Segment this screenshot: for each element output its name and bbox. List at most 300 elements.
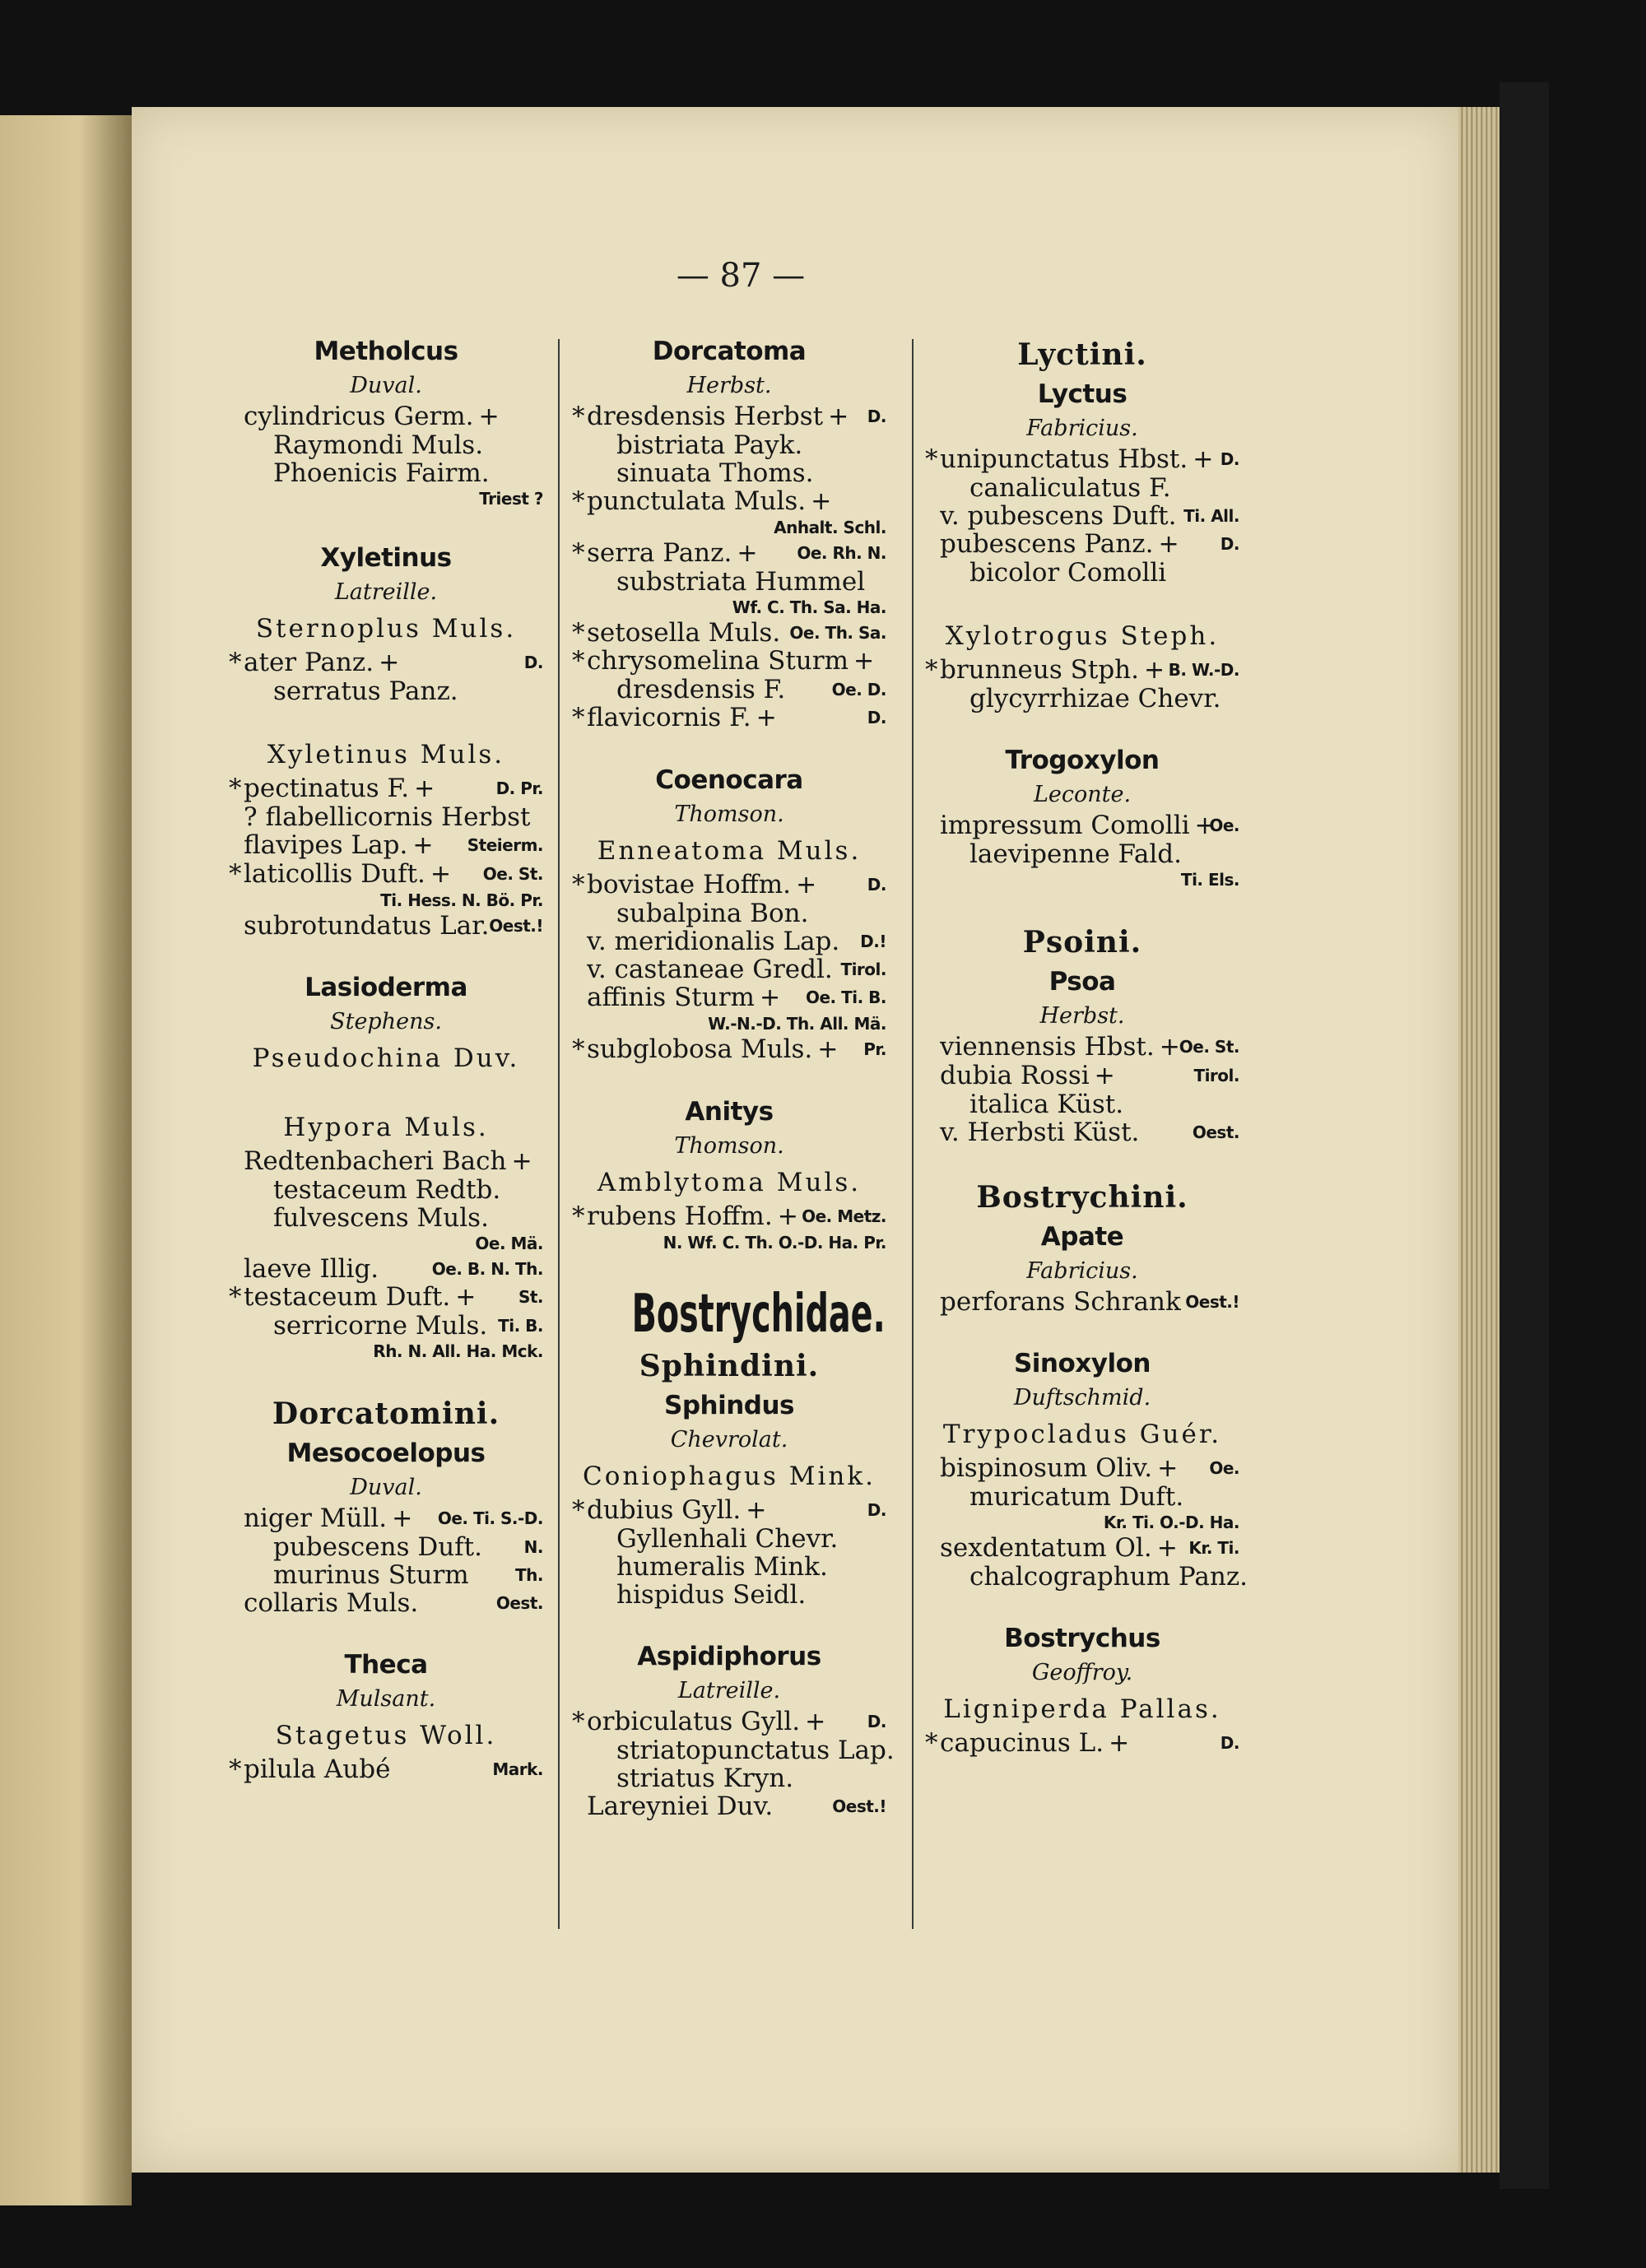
genus-author: Chevrolat. xyxy=(670,1427,788,1452)
tribe-heading: Sphindini. xyxy=(639,1349,820,1383)
species-name: fulvescens Muls. xyxy=(273,1203,489,1233)
distribution: D. xyxy=(867,407,886,426)
distribution: Kr. Ti. xyxy=(1188,1538,1239,1558)
subgenus-heading: Pseudochina Duv. xyxy=(252,1043,520,1073)
native-marker: * xyxy=(925,1728,938,1758)
distribution: Oe. Mä. xyxy=(475,1234,543,1253)
dagger-icon: + xyxy=(1109,1729,1130,1758)
species-name: sexdentatum Ol. xyxy=(940,1533,1152,1563)
species-entry xyxy=(925,656,1239,685)
column-3 xyxy=(925,333,1248,1758)
species-name: capucinus L. xyxy=(940,1728,1104,1758)
species-entry xyxy=(229,1755,543,1783)
species-entry xyxy=(229,1232,543,1255)
dagger-icon: + xyxy=(805,1708,826,1736)
species-name: affinis Sturm xyxy=(587,983,755,1012)
species-entry xyxy=(229,1340,543,1363)
genus-heading: Theca xyxy=(344,1650,428,1680)
dagger-icon: + xyxy=(1144,656,1165,685)
distribution: D. Pr. xyxy=(495,778,543,798)
species-name: hispidus Seidl. xyxy=(616,1580,807,1610)
species-entry xyxy=(925,1090,1239,1118)
distribution: Oe. Ti. S.-D. xyxy=(437,1508,543,1528)
species-name: subalpina Bon. xyxy=(616,899,809,928)
taxon-block xyxy=(925,616,1239,713)
subgenus-heading: Xyletinus Muls. xyxy=(267,740,505,769)
species-name: impressum Comolli xyxy=(940,811,1190,840)
species-name: testaceum Duft. xyxy=(244,1282,451,1312)
genus-author: Thomson. xyxy=(674,1133,784,1159)
distribution: N. Wf. C. Th. O.-D. Ha. Pr. xyxy=(663,1233,886,1253)
species-entry xyxy=(925,1534,1239,1563)
dagger-icon: + xyxy=(511,1147,532,1176)
species-name: bicolor Comolli xyxy=(969,558,1167,588)
native-marker: * xyxy=(229,648,242,677)
subgenus-heading: Amblytoma Muls. xyxy=(597,1168,862,1197)
genus-author: Geoffroy. xyxy=(1031,1660,1133,1685)
taxon-block xyxy=(925,1620,1239,1758)
distribution: Ti. Hess. N. Bö. Pr. xyxy=(380,890,543,910)
taxon-block xyxy=(229,1647,543,1783)
species-name: setosella Muls. xyxy=(587,618,781,648)
species-name: bistriata Payk. xyxy=(616,430,803,460)
dagger-icon: + xyxy=(1157,1454,1179,1483)
genus-author: Fabricius. xyxy=(1026,1258,1138,1284)
dagger-icon: + xyxy=(746,1496,767,1525)
species-entry xyxy=(925,840,1239,868)
species-name: muricatum Duft. xyxy=(969,1482,1184,1512)
species-name: testaceum Redtb. xyxy=(273,1175,501,1205)
species-entry xyxy=(572,539,886,568)
distribution: Oe. D. xyxy=(831,680,886,699)
dagger-icon: + xyxy=(759,983,781,1012)
distribution: D. xyxy=(1220,1733,1239,1753)
species-name: pubescens Duft. xyxy=(273,1532,482,1562)
distribution: Th. xyxy=(515,1565,543,1585)
distribution: Oest. xyxy=(1192,1122,1239,1142)
species-entry xyxy=(572,647,886,676)
species-entry xyxy=(925,445,1239,474)
species-entry xyxy=(229,1312,543,1340)
species-entry xyxy=(925,1454,1239,1483)
distribution: D. xyxy=(867,1712,886,1731)
species-name: laeve Illig. xyxy=(244,1254,379,1284)
taxon-block xyxy=(229,969,543,1078)
distribution: Oe. St. xyxy=(1179,1037,1239,1057)
tribe-heading: Bostrychini. xyxy=(976,1180,1188,1215)
species-entry xyxy=(925,1483,1239,1511)
species-entry xyxy=(229,402,543,431)
distribution: Mark. xyxy=(492,1759,543,1779)
species-name: Phoenicis Fairm. xyxy=(273,458,490,488)
distribution: Ti. B. xyxy=(498,1316,543,1336)
native-marker: * xyxy=(229,1754,242,1784)
genus-author: Duval. xyxy=(350,373,422,398)
species-entry xyxy=(925,1062,1239,1090)
taxon-block xyxy=(572,333,886,732)
species-name: laevipenne Fald. xyxy=(969,839,1182,869)
genus-heading: Apate xyxy=(1040,1222,1124,1252)
species-entry xyxy=(925,685,1239,713)
species-entry xyxy=(572,1496,886,1525)
species-name: canaliculatus F. xyxy=(969,473,1171,503)
distribution: Oest. xyxy=(495,1593,543,1613)
native-marker: * xyxy=(572,618,585,648)
distribution: W.-N.-D. Th. All. Mä. xyxy=(708,1014,886,1034)
native-marker: * xyxy=(572,402,585,431)
taxon-block xyxy=(229,333,543,510)
distribution: B. W.-D. xyxy=(1168,660,1239,680)
species-name: Raymondi Muls. xyxy=(273,430,484,460)
species-name: Gyllenhali Chevr. xyxy=(616,1524,839,1554)
distribution: D. xyxy=(523,653,543,672)
species-entry xyxy=(925,868,1239,891)
species-entry xyxy=(572,568,886,596)
column-rule xyxy=(912,339,914,1929)
species-entry xyxy=(229,774,543,803)
species-entry xyxy=(229,648,543,677)
species-name: dubia Rossi xyxy=(940,1061,1090,1090)
dagger-icon: + xyxy=(737,539,758,568)
column-rule xyxy=(558,339,560,1929)
species-entry xyxy=(229,1561,543,1589)
distribution: Steierm. xyxy=(467,835,543,855)
species-name: ater Panz. xyxy=(244,648,374,677)
species-entry xyxy=(229,1176,543,1204)
genus-author: Leconte. xyxy=(1033,782,1132,807)
species-name: serratus Panz. xyxy=(273,676,458,706)
genus-author: Mulsant. xyxy=(336,1686,436,1712)
species-name: substriata Hummel xyxy=(616,567,866,597)
dagger-icon: + xyxy=(811,487,832,516)
taxon-block xyxy=(925,1345,1248,1592)
species-entry xyxy=(229,860,543,889)
species-entry xyxy=(229,1204,543,1232)
distribution: Oe. Ti. B. xyxy=(805,988,886,1007)
species-name: subglobosa Muls. xyxy=(587,1034,813,1064)
dagger-icon: + xyxy=(430,860,452,889)
species-name: viennensis Hbst. xyxy=(940,1032,1155,1062)
distribution: Oest.! xyxy=(489,916,543,936)
species-entry xyxy=(925,474,1239,502)
taxon-block xyxy=(229,1108,543,1363)
dagger-icon: + xyxy=(412,831,434,860)
species-name: dubius Gyll. xyxy=(587,1495,742,1525)
distribution: Triest ? xyxy=(479,489,543,509)
distribution: D. xyxy=(1220,449,1239,469)
genus-author: Herbst. xyxy=(1039,1003,1125,1029)
subgenus-heading: Trypocladus Guér. xyxy=(942,1420,1222,1449)
dagger-icon: + xyxy=(478,402,500,431)
species-name: glycyrrhizae Chevr. xyxy=(969,684,1221,713)
species-name: Lareyniei Duv. xyxy=(587,1792,774,1821)
distribution: Oest.! xyxy=(832,1796,886,1816)
page-number: — 87 — xyxy=(676,257,806,295)
genus-author: Fabricius. xyxy=(1026,416,1138,441)
species-name: punctulata Muls. xyxy=(587,486,807,516)
species-entry xyxy=(925,1033,1239,1062)
native-marker: * xyxy=(572,1707,585,1736)
genus-heading: Xylotrogus Steph. xyxy=(945,621,1220,651)
species-entry xyxy=(229,1589,543,1617)
distribution: Oe. Th. Sa. xyxy=(789,623,886,643)
book-cover xyxy=(1500,82,1549,2189)
taxon-block xyxy=(229,1392,543,1617)
species-entry xyxy=(572,596,886,619)
species-name: v. Herbsti Küst. xyxy=(940,1118,1140,1147)
distribution: D. xyxy=(867,1500,886,1520)
distribution: Oe. xyxy=(1209,1458,1239,1478)
species-entry xyxy=(572,704,886,732)
native-marker: * xyxy=(572,703,585,732)
species-entry xyxy=(572,955,886,983)
subgenus-heading: Ligniperda Pallas. xyxy=(943,1694,1221,1724)
native-marker: * xyxy=(572,538,585,568)
distribution: N. xyxy=(523,1537,543,1557)
column-2 xyxy=(572,333,895,1821)
distribution: Oe. Metz. xyxy=(802,1206,886,1226)
species-name: orbiculatus Gyll. xyxy=(587,1707,801,1736)
taxon-block xyxy=(229,540,543,705)
distribution: Oe. Rh. N. xyxy=(797,543,886,563)
species-entry xyxy=(572,899,886,927)
species-name: dresdensis F. xyxy=(616,675,786,704)
subgenus-heading: Enneatoma Muls. xyxy=(597,836,862,866)
species-entry xyxy=(229,677,543,705)
species-entry xyxy=(572,1708,886,1736)
species-name: pubescens Panz. xyxy=(940,529,1154,559)
species-entry xyxy=(572,1035,886,1064)
dagger-icon: + xyxy=(1158,530,1179,559)
dagger-icon: + xyxy=(414,774,435,803)
species-entry xyxy=(572,402,886,431)
species-entry xyxy=(925,1729,1239,1758)
genus-author: Latreille. xyxy=(334,579,438,605)
species-entry xyxy=(925,530,1239,559)
species-entry xyxy=(229,487,543,510)
genus-heading: Aspidiphorus xyxy=(637,1642,821,1671)
genus-heading: Lasioderma xyxy=(305,973,467,1002)
species-name: Redtenbacheri Bach xyxy=(244,1146,507,1176)
species-entry xyxy=(229,1533,543,1561)
distribution: Ti. All. xyxy=(1183,506,1239,526)
species-name: striatopunctatus Lap. xyxy=(616,1736,895,1765)
distribution: Pr. xyxy=(863,1039,886,1059)
species-entry xyxy=(572,1581,886,1609)
species-entry xyxy=(229,1504,543,1533)
taxon-block xyxy=(925,333,1239,587)
species-entry xyxy=(572,871,886,899)
species-name: bispinosum Oliv. xyxy=(940,1453,1153,1483)
species-entry xyxy=(572,983,886,1012)
species-name: sinuata Thoms. xyxy=(616,458,814,488)
species-name: chrysomelina Sturm xyxy=(587,646,849,676)
subgenus-heading: Hypora Muls. xyxy=(283,1113,489,1142)
subgenus-heading: Stagetus Woll. xyxy=(275,1721,497,1750)
species-entry xyxy=(925,1562,1248,1592)
species-entry xyxy=(229,1283,543,1312)
subgenus-heading: Coniophagus Mink. xyxy=(582,1462,876,1491)
native-marker: * xyxy=(572,646,585,676)
species-entry xyxy=(572,459,886,487)
species-name: serricorne Muls. xyxy=(273,1311,488,1341)
genus-author: Duftschmid. xyxy=(1013,1385,1151,1411)
species-entry xyxy=(229,1255,543,1283)
species-entry xyxy=(229,889,543,912)
taxon-block xyxy=(572,1638,895,1821)
dagger-icon: + xyxy=(853,647,875,676)
dagger-icon: + xyxy=(828,402,849,431)
distribution: St. xyxy=(518,1287,543,1307)
distribution: Rh. N. All. Ha. Mck. xyxy=(373,1341,543,1361)
native-marker: * xyxy=(229,1282,242,1312)
dagger-icon: + xyxy=(777,1202,798,1231)
species-entry xyxy=(229,831,543,860)
species-name: humeralis Mink. xyxy=(616,1552,828,1582)
taxon-block xyxy=(572,1094,886,1254)
native-marker: * xyxy=(572,1034,585,1064)
species-entry xyxy=(572,927,886,955)
genus-heading: Lyctus xyxy=(1037,379,1128,409)
species-entry xyxy=(572,516,886,539)
dagger-icon: + xyxy=(1194,811,1216,840)
genus-heading: Sinoxylon xyxy=(1013,1349,1151,1378)
species-name: ? flabellicornis Herbst xyxy=(244,802,531,832)
taxon-block xyxy=(925,921,1239,1146)
species-entry xyxy=(229,431,543,459)
taxon-block xyxy=(925,1176,1239,1316)
distribution: Anhalt. Schl. xyxy=(774,518,886,537)
species-name: flavicornis F. xyxy=(587,703,751,732)
species-entry xyxy=(572,1553,886,1581)
species-name: unipunctatus Hbst. xyxy=(940,444,1188,474)
left-page-edge xyxy=(0,115,132,2205)
species-name: bovistae Hoffm. xyxy=(587,870,791,899)
native-marker: * xyxy=(572,1201,585,1231)
genus-heading: Xyletinus xyxy=(320,543,452,573)
dagger-icon: + xyxy=(392,1504,413,1533)
species-name: dresdensis Herbst xyxy=(587,402,824,431)
species-entry xyxy=(572,619,886,647)
family-heading: Bostrychidae. xyxy=(631,1284,886,1345)
species-name: rubens Hoffm. xyxy=(587,1201,773,1231)
genus-heading: Metholcus xyxy=(314,337,458,366)
dagger-icon: + xyxy=(455,1283,477,1312)
species-entry xyxy=(925,1118,1239,1146)
species-name: v. meridionalis Lap. xyxy=(587,927,840,956)
distribution: Oe. xyxy=(1209,816,1239,835)
tribe-heading: Psoini. xyxy=(1022,925,1142,960)
species-entry xyxy=(229,1147,543,1176)
taxon-block xyxy=(925,742,1239,891)
species-name: laticollis Duft. xyxy=(244,859,425,889)
native-marker: * xyxy=(229,774,242,803)
distribution: Oe. St. xyxy=(482,864,543,884)
distribution: Oest.! xyxy=(1185,1292,1239,1312)
dagger-icon: + xyxy=(1159,1033,1180,1062)
species-entry xyxy=(572,676,886,704)
genus-heading: Anitys xyxy=(685,1097,774,1127)
species-entry xyxy=(925,811,1239,840)
tribe-heading: Dorcatomini. xyxy=(272,1397,500,1431)
page-stack-edges xyxy=(1458,107,1500,2173)
native-marker: * xyxy=(572,486,585,516)
distribution: D. xyxy=(867,875,886,895)
dagger-icon: + xyxy=(1193,445,1214,474)
tribe-heading: Lyctini. xyxy=(1017,337,1147,372)
species-entry xyxy=(925,559,1239,587)
species-entry xyxy=(572,1792,886,1820)
species-entry xyxy=(572,1764,886,1792)
distribution: D. xyxy=(1220,534,1239,554)
taxon-block xyxy=(572,762,886,1064)
species-entry xyxy=(572,1736,895,1765)
species-name: flavipes Lap. xyxy=(244,830,408,860)
species-entry xyxy=(572,1012,886,1035)
species-entry xyxy=(572,431,886,459)
species-name: serra Panz. xyxy=(587,538,732,568)
native-marker: * xyxy=(229,859,242,889)
species-entry xyxy=(572,1525,886,1553)
species-entry xyxy=(572,1202,886,1231)
distribution: D.! xyxy=(860,932,886,951)
dagger-icon: + xyxy=(817,1035,839,1064)
native-marker: * xyxy=(925,655,938,685)
dagger-icon: + xyxy=(756,704,777,732)
distribution: D. xyxy=(867,708,886,727)
species-name: chalcographum Panz. xyxy=(969,1562,1248,1592)
genus-heading: Mesocoelopus xyxy=(286,1438,486,1468)
species-name: subrotundatus Lar. xyxy=(244,911,490,941)
genus-author: Stephens. xyxy=(330,1009,442,1034)
species-name: brunneus Stph. xyxy=(940,655,1139,685)
native-marker: * xyxy=(572,1495,585,1525)
genus-heading: Psoa xyxy=(1049,967,1116,997)
species-name: niger Müll. xyxy=(244,1503,388,1533)
species-name: collaris Muls. xyxy=(244,1588,419,1618)
taxon-block xyxy=(229,735,543,940)
genus-author: Herbst. xyxy=(686,373,772,398)
subgenus-heading: Sternoplus Muls. xyxy=(255,614,517,644)
dagger-icon: + xyxy=(1156,1534,1178,1563)
distribution: Ti. Els. xyxy=(1180,870,1239,890)
column-1 xyxy=(229,333,543,1783)
species-name: murinus Sturm xyxy=(273,1560,469,1590)
species-name: striatus Kryn. xyxy=(616,1764,794,1793)
species-entry xyxy=(925,1511,1239,1534)
taxon-block xyxy=(572,1284,886,1609)
distribution: Tirol. xyxy=(840,960,886,979)
native-marker: * xyxy=(925,444,938,474)
distribution: Tirol. xyxy=(1193,1066,1239,1085)
genus-author: Latreille. xyxy=(677,1678,781,1703)
native-marker: * xyxy=(572,870,585,899)
genus-author: Duval. xyxy=(350,1475,422,1500)
species-entry xyxy=(229,803,543,831)
distribution: Wf. C. Th. Sa. Ha. xyxy=(732,597,886,617)
species-name: pilula Aubé xyxy=(244,1754,391,1784)
dagger-icon: + xyxy=(1094,1062,1115,1090)
species-name: pectinatus F. xyxy=(244,774,410,803)
genus-heading: Bostrychus xyxy=(1004,1624,1160,1653)
dagger-icon: + xyxy=(379,648,400,677)
genus-heading: Dorcatoma xyxy=(652,337,807,366)
genus-heading: Sphindus xyxy=(664,1391,794,1420)
species-entry xyxy=(229,459,543,487)
genus-heading: Coenocara xyxy=(655,765,803,795)
species-entry xyxy=(572,1231,886,1254)
species-entry xyxy=(572,487,886,516)
